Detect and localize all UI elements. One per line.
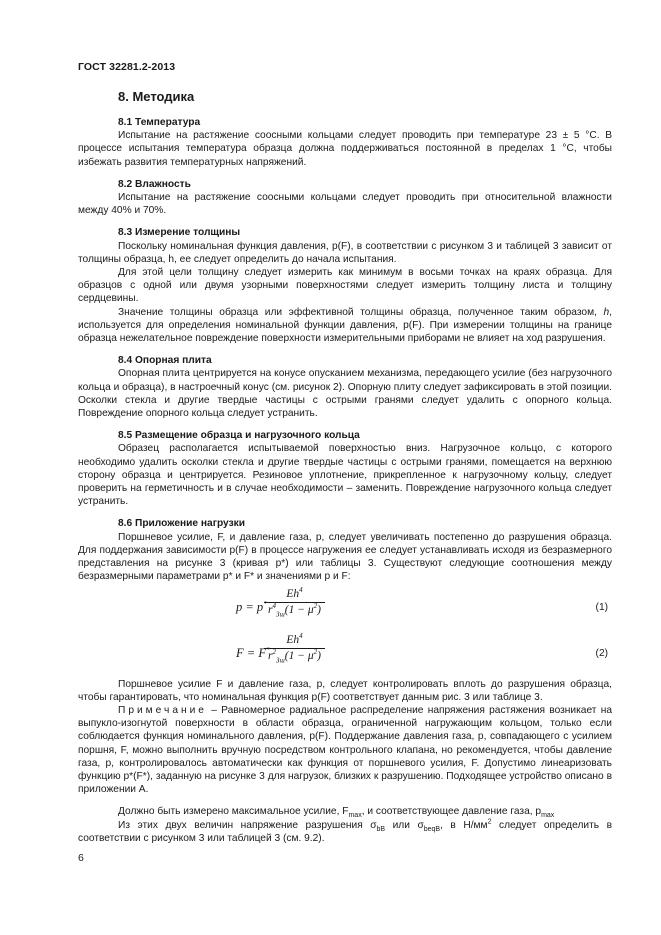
- subsection-title-8-2: 8.2 Влажность: [118, 178, 191, 190]
- note-label: Примечание: [118, 704, 207, 716]
- paragraph-8-6-1: Поршневое усилие, F, и давление газа, р, следует увеличивать постепенно до разрушения образца. Для поддержания зависимости р(F) в процессе нагружения ее следует устанавливать исходя из безразмерного представления на рисунке 3 (кривая р*) или таблицы 3. Существуют следующие соотношения между безразмерными параметрами р* и F* и значениями р и F:: [78, 531, 612, 583]
- equation-1-number: (1): [595, 601, 608, 613]
- paragraph-8-6-3: Должно быть измерено максимальное усилие, $F_{max}$, и соответствующее давление газа, $р_{max}$: [118, 806, 555, 820]
- paragraph-8-3-3: [78, 306, 612, 346]
- note: [78, 704, 612, 796]
- subsection-title-8-1: 8.1 Температура: [118, 117, 201, 128]
- equation-1: [78, 585, 612, 634]
- equation-2-lhs: F = F*: [236, 645, 270, 660]
- subsection-title-8-3: 8.3 Измерение толщины: [118, 227, 241, 239]
- equation-1-lhs: p = p*: [236, 599, 267, 614]
- equation-2-number: (2): [595, 647, 608, 659]
- paragraph-8-3-1: Поскольку номинальная функция давления, р(F), в соответствии с рисунком 3 и таблицей 3 зависит от толщины образца, h, ее следует определить до начала испытания.: [78, 240, 612, 265]
- paragraph-8-2: Испытание на растяжение соосными кольцами следует проводить при относительной влажности между 40% и 70%.: [78, 192, 612, 217]
- paragraph-8-5: Образец располагается испытываемой поверхностью вниз. Нагрузочное кольцо, с которого необходимо удалить осколки стекла и другие твердые частицы с острыми гранями, помещается на верхнюю сторону образца и центрируется. Резиновое уплотнение, прикрепленное к нагрузочному кольцу, следует проверить на герметичность и в случае необходимости – заменить. Повреждение нагрузочного кольца следует устранить.: [78, 443, 612, 508]
- standard-header: ГОСТ 32281.2-2013: [78, 61, 176, 73]
- paragraph-8-3-2: Для этой цели толщину следует измерить как минимум в восьми точках на краях образца. Для образцов с одной или двумя узорными поверхностями следует измерить толщину листа и толщину сердцевины.: [78, 267, 612, 305]
- paragraph-8-6-4: Из этих двух величин напряжение разрушения $\sigma_{bB}$ или $\sigma_{beqB}$, в $Н/мм^2$ следует определить в соответствии с рисунком 3 или таблицей 3 (см. 9.2).: [78, 818, 612, 844]
- text-run: Значение толщины образца или эффективной толщины образца, полученное таким образом,: [118, 306, 604, 318]
- page-number: 6: [78, 852, 84, 864]
- document-body: [78, 116, 612, 845]
- equation-2: [78, 631, 612, 678]
- paragraph-8-1: Испытание на растяжение соосными кольцами следует проводить при температуре 23 ± 5 °С. В процессе испытания температура образца должна поддерживаться постоянной в пределах 1 °С, чтобы избежать развития температурных напряжений.: [78, 130, 612, 168]
- subsection-title-8-6: 8.6 Приложение нагрузки: [118, 518, 245, 530]
- section-title: 8. Методика: [118, 89, 195, 104]
- note-text: – Равномерное радиальное распределение напряжения растяжения возникает на выпукло-изогнутой поверхности в области образца, ограниченной нагружающим кольцом, только если соблюдается функция номинального давления, р(F). Поддержание давления газа, р, совпадающего с усилием поршня, F, можно выполнить вручную посредством контрольного клапана, но рекомендуется, чтобы давление газа, р, контролировалось автоматически как функция от поршневого усилия, F. Допустимо линеаризовать функцию р*(F*), заданную на рисунке 3 для нагрузок, близких к разрушению. Подходящее устройство описано в приложении А.: [78, 704, 612, 796]
- subsection-title-8-4: 8.4 Опорная плита: [118, 355, 212, 367]
- equation-2-fraction: Eh$^4$ $r^2_{Зш}(1 - \mu^2)$: [264, 634, 325, 663]
- subsection-title-8-5: 8.5 Размещение образца и нагрузочного кольца: [118, 430, 360, 442]
- variable-h: h: [603, 306, 610, 318]
- equation-1-fraction: Eh$^4$ $r^4_{Зш}(1 - \mu^2)$: [264, 588, 325, 617]
- text-run: , используется для определения номинальной функции давления, р(F). При измерении толщины на границе образца нежелательное повреждение поверхности измерительными приборами не влияет на ход разрушения.: [78, 306, 612, 345]
- paragraph-8-6-2: Поршневое усилие F и давление газа, р, следует контролировать вплоть до разрушения образца, чтобы гарантировать, что номинальная функция р(F) соответствует данным рис. 3 или таблице 3.: [78, 678, 612, 703]
- paragraph-8-4: Опорная плита центрируется на конусе опусканием механизма, передающего усилие (без нагрузочного кольца и образца), в настроечный конус (см. рисунок 2). Опорную плиту следует зафиксировать в этой позиции. Осколки стекла и другие твердые частицы с острыми гранями следует удалить с опорного кольца. Повреждение опорного кольца следует устранить.: [78, 368, 612, 420]
